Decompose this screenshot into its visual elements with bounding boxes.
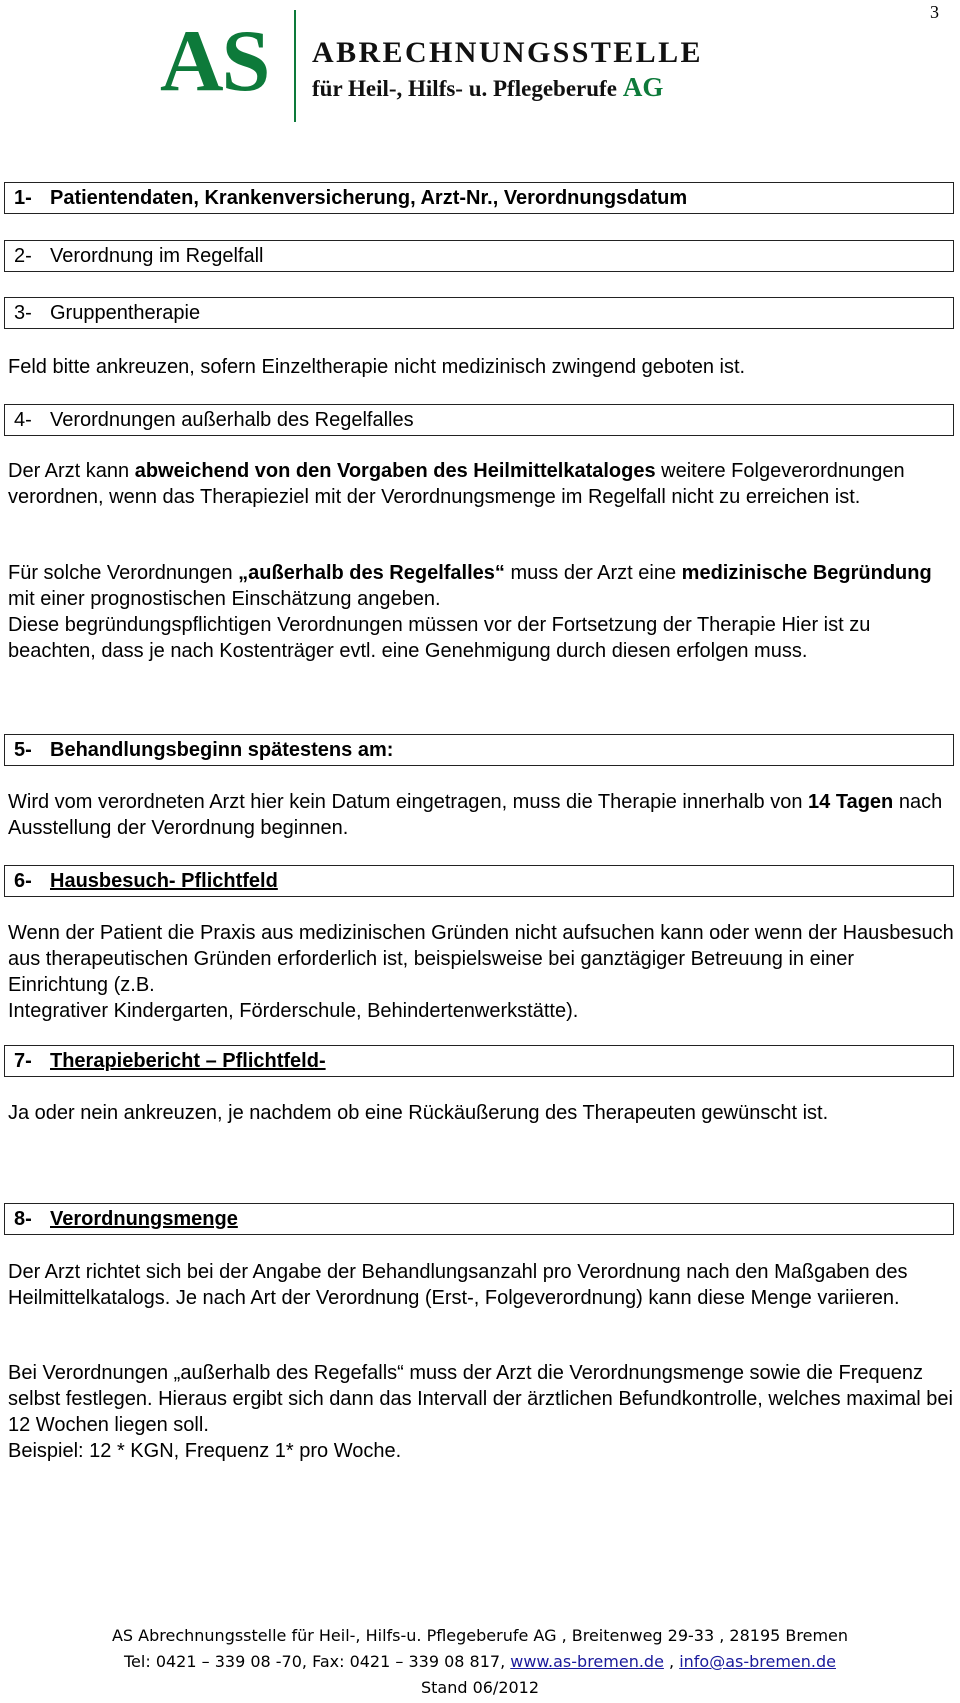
section-4-paragraph-2 bbox=[8, 560, 954, 664]
footer-stand: Stand 06/2012 bbox=[420, 1678, 540, 1697]
logo-ag: AG bbox=[622, 72, 664, 102]
footer-phone-fax: Tel: 0421 – 339 08 -70, Fax: 0421 – 339 08 817, bbox=[124, 1652, 511, 1671]
section-3-text: Feld bitte ankreuzen, sofern Einzeltherapie nicht medizinisch zwingend geboten ist. bbox=[8, 356, 746, 378]
section-6-text bbox=[8, 920, 954, 1024]
s5-text-c: nach Ausstellung der Verordnung beginnen. bbox=[8, 791, 943, 839]
logo-mark: AS bbox=[160, 13, 269, 110]
s5-text-a: Wird vom verordneten Arzt hier kein Datum eingetragen, muss die Therapie innerhalb von bbox=[8, 791, 809, 813]
section-5-header bbox=[4, 734, 954, 766]
s5-bold-14-tagen: 14 Tagen bbox=[808, 791, 894, 813]
section-2-title: Verordnung im Regelfall bbox=[50, 245, 264, 267]
s4p1-text-a: Der Arzt kann bbox=[8, 460, 135, 482]
section-7-text: Ja oder nein ankreuzen, je nachdem ob eine Rückäußerung des Therapeuten gewünscht ist. bbox=[8, 1102, 829, 1124]
s4p1-bold: abweichend von den Vorgaben des Heilmittelkataloges bbox=[134, 460, 656, 482]
s6-text-a: Wenn der Patient die Praxis aus medizinischen Gründen nicht aufsuchen kann oder wenn der Hausbesuch aus therapeutischen Gründen erforderlich ist, beispielsweise bei ganztägiger Betreuung in einer Einrichtung (z.B. bbox=[8, 922, 954, 996]
email-link[interactable]: info@as-bremen.de bbox=[679, 1652, 836, 1671]
section-2-header bbox=[4, 240, 954, 272]
section-6-title: Hausbesuch- Pflichtfeld bbox=[50, 870, 278, 892]
section-3-header bbox=[4, 297, 954, 329]
footer-address: AS Abrechnungsstelle für Heil-, Hilfs-u. Pflegeberufe AG , Breitenweg 29-33 , 28195 Bremen bbox=[111, 1626, 849, 1645]
s4p2-bold-begruendung: medizinische Begründung bbox=[681, 562, 932, 584]
section-5-number: 5- bbox=[14, 739, 32, 761]
s8p2-text-a: Bei Verordnungen „außerhalb des Regefalls“ muss der Arzt die Verordnungsmenge sowie die Frequenz selbst festlegen. Hieraus ergibt sich dann das Intervall der ärztlichen Befundkontrolle, welches maximal bei 12 Wochen liegen soll. bbox=[8, 1362, 953, 1436]
section-4-title: Verordnungen außerhalb des Regelfalles bbox=[50, 409, 414, 431]
s4p2-text-c: muss der Arzt eine bbox=[504, 562, 682, 584]
section-1-number: 1- bbox=[14, 187, 32, 209]
section-8-number: 8- bbox=[14, 1208, 32, 1230]
section-1-header bbox=[4, 182, 954, 214]
section-8-title: Verordnungsmenge bbox=[50, 1208, 238, 1230]
section-6-number: 6- bbox=[14, 870, 32, 892]
s4p2-bold-regelfall: „außerhalb des Regelfalles“ bbox=[238, 562, 505, 584]
section-6-header bbox=[4, 865, 954, 897]
section-8-paragraph-1: Der Arzt richtet sich bei der Angabe der Behandlungsanzahl pro Verordnung nach den Maßgaben des Heilmittelkatalogs. Je nach Art der Verordnung (Erst-, Folgeverordnung) kann diese Menge variieren. bbox=[8, 1261, 908, 1309]
section-3-title: Gruppentherapie bbox=[50, 302, 201, 324]
section-7-title: Therapiebericht – Pflichtfeld- bbox=[50, 1050, 326, 1072]
section-1-title: Patientendaten, Krankenversicherung, Arzt-Nr., Verordnungsdatum bbox=[50, 187, 688, 209]
section-8-paragraph-2 bbox=[8, 1360, 954, 1464]
page-number: 3 bbox=[930, 2, 939, 22]
s6-text-b: Integrativer Kindergarten, Förderschule, Behindertenwerkstätte). bbox=[8, 1000, 579, 1022]
s4p1-text-c: weitere Folgeverordnungen verordnen, wenn das Therapieziel mit der Verordnungsmenge im Regelfall nicht zu erreichen ist. bbox=[8, 460, 905, 508]
s8p2-text-b: Beispiel: 12 * KGN, Frequenz 1* pro Woche. bbox=[8, 1440, 402, 1462]
logo-subtitle-text: für Heil-, Hilfs- u. Pflegeberufe bbox=[312, 76, 617, 101]
section-4-paragraph-1 bbox=[8, 458, 954, 510]
footer-contact bbox=[0, 1649, 960, 1675]
logo-subtitle bbox=[312, 72, 663, 103]
s4p2-text-e: mit einer prognostischen Einschätzung angeben. bbox=[8, 588, 441, 610]
section-5-title: Behandlungsbeginn spätestens am: bbox=[50, 739, 394, 761]
s4p2-text-f: Diese begründungspflichtigen Verordnungen müssen vor der Fortsetzung der Therapie Hier ist zu beachten, dass je nach Kostenträger evtl. eine Genehmigung durch diesen erfolgen muss. bbox=[8, 614, 871, 662]
website-link[interactable]: www.as-bremen.de bbox=[510, 1652, 664, 1671]
section-3-number: 3- bbox=[14, 302, 32, 324]
section-7-header bbox=[4, 1045, 954, 1077]
section-7-number: 7- bbox=[14, 1050, 32, 1072]
logo-title: ABRECHNUNGSSTELLE bbox=[312, 36, 703, 69]
s4p2-text-a: Für solche Verordnungen bbox=[8, 562, 239, 584]
logo-divider bbox=[294, 10, 296, 122]
section-4-header bbox=[4, 404, 954, 436]
section-4-number: 4- bbox=[14, 409, 32, 431]
footer-separator: , bbox=[663, 1652, 680, 1671]
section-8-header bbox=[4, 1203, 954, 1235]
section-5-text bbox=[8, 789, 954, 841]
section-2-number: 2- bbox=[14, 245, 32, 267]
footer bbox=[0, 1623, 960, 1701]
